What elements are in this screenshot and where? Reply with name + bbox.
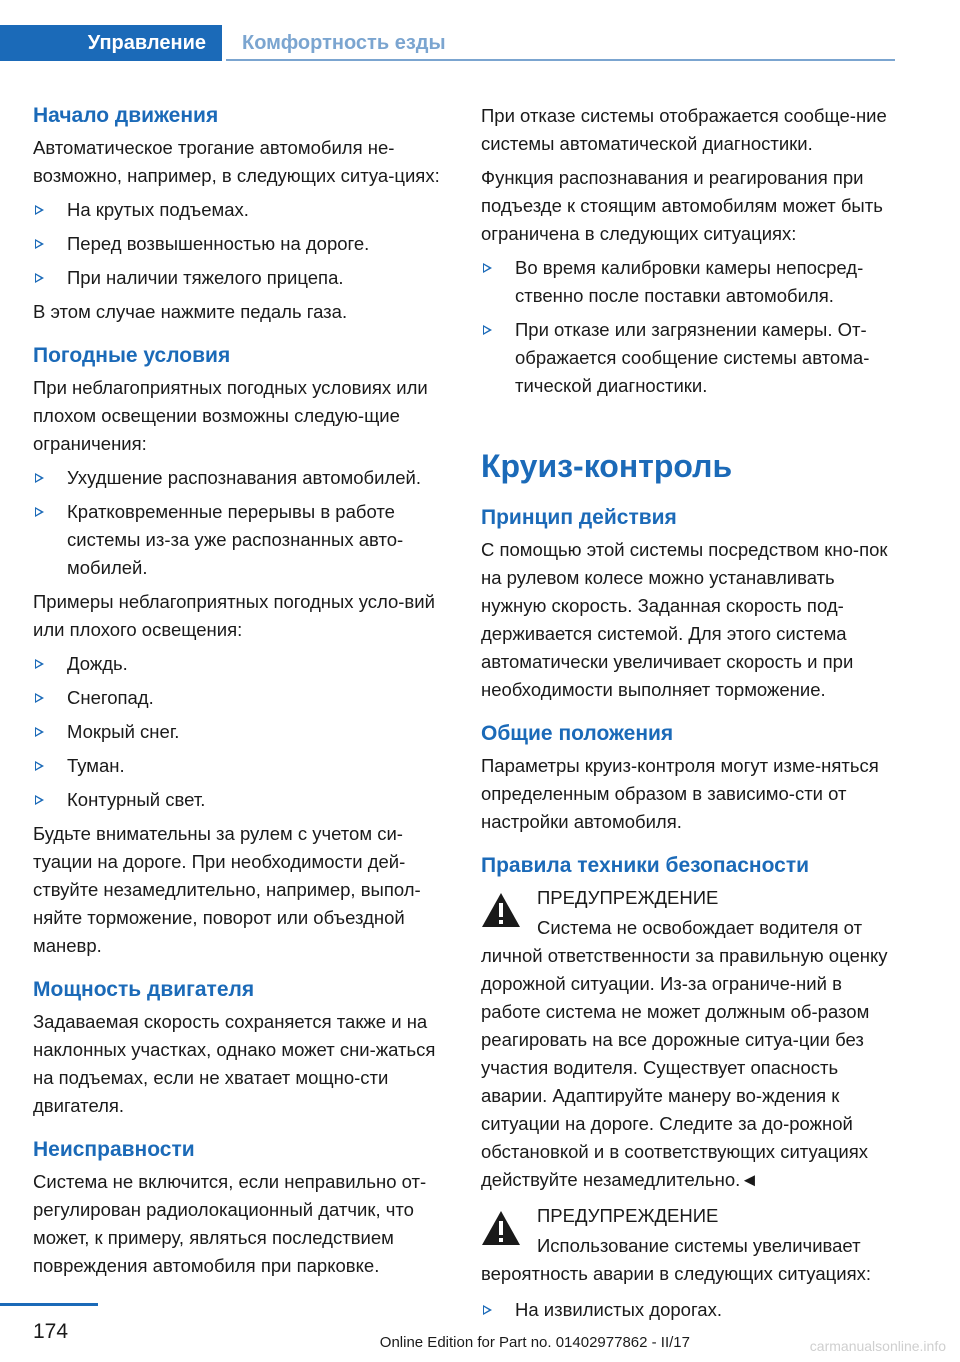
triangle-bullet-icon (35, 693, 44, 703)
page-header (0, 25, 895, 63)
list-item-text: Ухудшение распознавания автомобилей. (67, 467, 422, 488)
list-item-text: Перед возвышенностью на дороге. (67, 233, 370, 254)
list-item-text: На извилистых дорогах. (515, 1299, 722, 1320)
list-item-text: Снегопад. (67, 687, 154, 708)
edition-note: Online Edition for Part no. 01402977862 - II/17 (379, 1334, 690, 1351)
list-item-text: Мокрый снег. (67, 721, 180, 742)
paragraph: Задаваемая скорость сохраняется также и на наклонных участках, однако может сни-жаться на подъемах, если не хватает мощно-сти двигателя. (33, 1011, 436, 1116)
paragraph: Будьте внимательны за рулем с учетом си-туации на дороге. При необходимости дей-ствуйте незамедлительно, например, выпол-няйте торможение, поворот или объездной маневр. (33, 823, 421, 956)
bullet-list (33, 650, 451, 814)
paragraph: Примеры неблагоприятных погодных усло-вий или плохого освещения: (33, 591, 435, 640)
footer-rule (0, 1303, 98, 1306)
list-item (481, 254, 899, 310)
warning-triangle-icon (481, 1210, 521, 1246)
bullet-list (481, 1296, 899, 1324)
header-divider (226, 59, 895, 61)
section-title-operating-principle: Принцип действия (481, 506, 677, 529)
warning-text: Использование системы увеличивает вероятность аварии в следующих ситуациях: (481, 1235, 871, 1284)
chapter-title-cruise-control: Круиз-контроль (481, 448, 733, 484)
tab-control[interactable]: Управление (0, 25, 222, 61)
list-item (33, 196, 451, 224)
bullet-list (33, 464, 451, 582)
warning-block (481, 1202, 899, 1288)
triangle-bullet-icon (35, 795, 44, 805)
triangle-bullet-icon (35, 473, 44, 483)
list-item (33, 786, 451, 814)
list-item (481, 316, 899, 400)
list-item (33, 498, 451, 582)
page-number: 174 (33, 1320, 69, 1343)
list-item (33, 230, 451, 258)
triangle-bullet-icon (35, 273, 44, 283)
bullet-list (33, 196, 451, 292)
right-column (481, 102, 899, 1330)
triangle-bullet-icon (35, 727, 44, 737)
paragraph: В этом случае нажмите педаль газа. (33, 301, 348, 322)
paragraph: Функция распознавания и реагирования при подъезде к стоящим автомобилям может быть ограничена в следующих ситуациях: (481, 167, 883, 244)
list-item-text: Контурный свет. (67, 789, 206, 810)
paragraph: При отказе системы отображается сообще-ние системы автоматической диагностики. (481, 105, 887, 154)
bullet-list (481, 254, 899, 400)
paragraph: С помощью этой системы посредством кно-пок на рулевом колесе можно устанавливать нужную скорость. Заданная скорость под-держивается системой. Для этого система автоматически увеличивает скорость и при необходимости выполняет торможение. (481, 539, 888, 700)
triangle-bullet-icon (35, 761, 44, 771)
list-item (33, 752, 451, 780)
section-title-start: Начало движения (33, 104, 219, 127)
triangle-bullet-icon (483, 263, 492, 273)
triangle-bullet-icon (483, 1305, 492, 1315)
triangle-bullet-icon (483, 325, 492, 335)
warning-title: ПРЕДУПРЕЖДЕНИЕ (537, 887, 719, 908)
section-title-general: Общие положения (481, 722, 674, 745)
section-title-engine-power: Мощность двигателя (33, 978, 255, 1001)
warning-block (481, 884, 899, 1194)
list-item (33, 650, 451, 678)
paragraph: При неблагоприятных погодных условиях или плохом освещении возможны следую-щие ограничения: (33, 377, 428, 454)
section-title-malfunctions: Неисправности (33, 1138, 195, 1161)
list-item-text: Дождь. (67, 653, 128, 674)
watermark: carmanualsonline.info (809, 1338, 946, 1354)
section-title-weather: Погодные условия (33, 344, 231, 367)
left-column (33, 102, 451, 1286)
warning-triangle-icon (481, 892, 521, 928)
triangle-bullet-icon (35, 659, 44, 669)
paragraph: Параметры круиз-контроля могут изме-няться определенным образом в зависимо-сти от настройки автомобиля. (481, 755, 879, 832)
list-item-text: Туман. (67, 755, 125, 776)
warning-text: Система не освобождает водителя от личной ответственности за правильную оценку дорожной ситуации. Из-за ограниче-ний в работе система не может должным об-разом реагировать на все дорожные ситуа-ции без участия водителя. Существует опасность аварии. Адаптируйте манеру во-ждения к ситуации на дороге. Следите за до-рожной обстановкой и в соответствующих ситуациях действуйте незамедлительно.◄ (481, 917, 888, 1190)
list-item (33, 718, 451, 746)
triangle-bullet-icon (35, 239, 44, 249)
list-item-text: На крутых подъемах. (67, 199, 249, 220)
triangle-bullet-icon (35, 205, 44, 215)
paragraph: Система не включится, если неправильно от-регулирован радиолокационный датчик, что может, к примеру, являться последствием повреждения автомобиля при парковке. (33, 1171, 427, 1276)
warning-title: ПРЕДУПРЕЖДЕНИЕ (537, 1205, 719, 1226)
list-item-text: При наличии тяжелого прицепа. (67, 267, 344, 288)
tab-driving-comfort[interactable]: Комфортность езды (242, 31, 446, 54)
list-item (33, 464, 451, 492)
section-title-safety: Правила техники безопасности (481, 854, 810, 877)
list-item-text: При отказе или загрязнении камеры. От-ображается сообщение системы автома-тической диагностики. (515, 319, 870, 396)
list-item-text: Во время калибровки камеры непосред-ственно после поставки автомобиля. (515, 257, 864, 306)
triangle-bullet-icon (35, 507, 44, 517)
list-item (33, 264, 451, 292)
list-item (33, 684, 451, 712)
list-item-text: Кратковременные перерывы в работе системы из-за уже распознанных авто-мобилей. (67, 501, 404, 578)
list-item (481, 1296, 899, 1324)
paragraph: Автоматическое трогание автомобиля не-возможно, например, в следующих ситуа-циях: (33, 137, 440, 186)
